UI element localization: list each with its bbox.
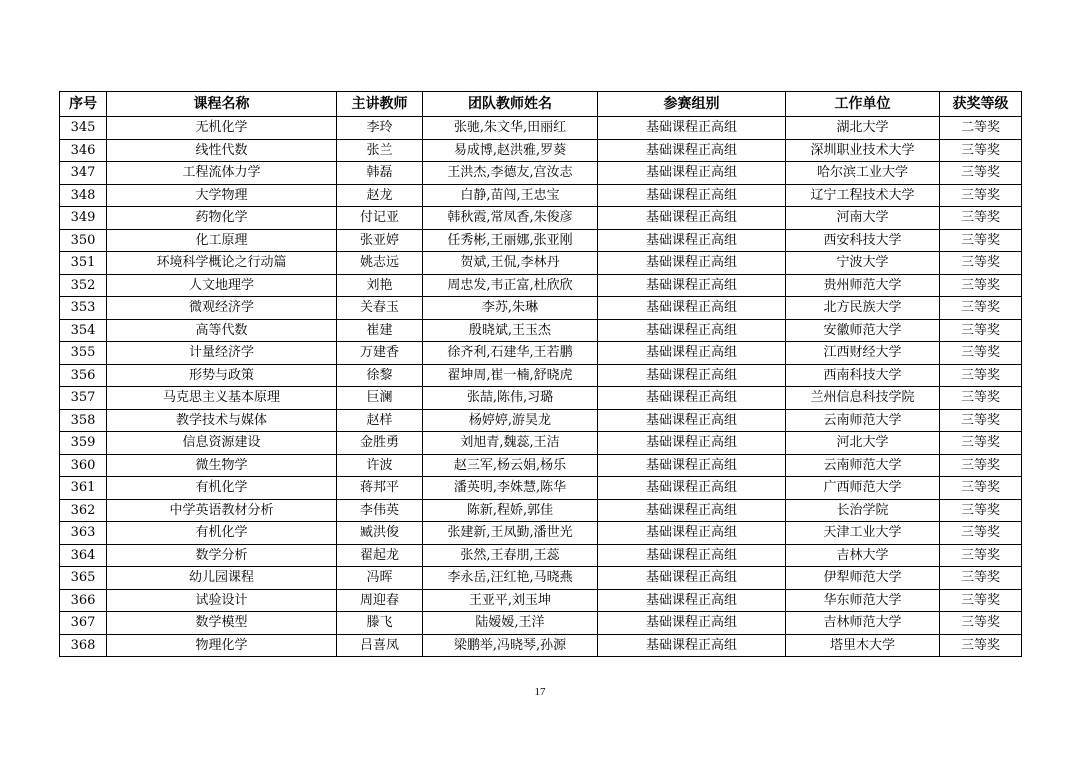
cell-col-award-level: 三等奖 xyxy=(940,139,1022,162)
cell-col-category: 基础课程正高组 xyxy=(598,319,786,342)
table-row xyxy=(60,409,1022,432)
cell-col-category: 基础课程正高组 xyxy=(598,274,786,297)
cell-col-institution: 长治学院 xyxy=(786,499,940,522)
cell-col-index: 351 xyxy=(60,252,107,275)
cell-col-course-name: 有机化学 xyxy=(107,477,337,500)
cell-col-category: 基础课程正高组 xyxy=(598,139,786,162)
cell-col-course-name: 环境科学概论之行动篇 xyxy=(107,252,337,275)
cell-col-team-teachers: 任秀彬,王丽娜,张亚刚 xyxy=(423,229,598,252)
cell-col-team-teachers: 翟坤周,崔一楠,舒晓虎 xyxy=(423,364,598,387)
cell-col-course-name: 形势与政策 xyxy=(107,364,337,387)
award-table xyxy=(59,91,1022,657)
table-row xyxy=(60,522,1022,545)
table-row xyxy=(60,342,1022,365)
header-col-course-name: 课程名称 xyxy=(107,92,337,117)
table-row xyxy=(60,207,1022,230)
cell-col-award-level: 三等奖 xyxy=(940,634,1022,657)
cell-col-institution: 云南师范大学 xyxy=(786,409,940,432)
cell-col-team-teachers: 潘英明,李姝慧,陈华 xyxy=(423,477,598,500)
cell-col-institution: 辽宁工程技术大学 xyxy=(786,184,940,207)
cell-col-index: 350 xyxy=(60,229,107,252)
cell-col-lead-teacher: 赵样 xyxy=(337,409,423,432)
cell-col-index: 354 xyxy=(60,319,107,342)
cell-col-index: 360 xyxy=(60,454,107,477)
table-row xyxy=(60,252,1022,275)
cell-col-course-name: 信息资源建设 xyxy=(107,432,337,455)
cell-col-institution: 深圳职业技术大学 xyxy=(786,139,940,162)
cell-col-team-teachers: 梁鹏举,冯晓琴,孙源 xyxy=(423,634,598,657)
table-row xyxy=(60,589,1022,612)
header-col-team-teachers: 团队教师姓名 xyxy=(423,92,598,117)
cell-col-lead-teacher: 冯晖 xyxy=(337,567,423,590)
cell-col-institution: 兰州信息科技学院 xyxy=(786,387,940,410)
table-row xyxy=(60,139,1022,162)
table-row xyxy=(60,387,1022,410)
cell-col-index: 368 xyxy=(60,634,107,657)
cell-col-award-level: 三等奖 xyxy=(940,319,1022,342)
cell-col-lead-teacher: 臧洪俊 xyxy=(337,522,423,545)
page-number: 17 xyxy=(534,686,546,698)
cell-col-team-teachers: 刘旭青,魏蕊,王洁 xyxy=(423,432,598,455)
table-row xyxy=(60,162,1022,185)
cell-col-institution: 塔里木大学 xyxy=(786,634,940,657)
cell-col-award-level: 三等奖 xyxy=(940,162,1022,185)
cell-col-lead-teacher: 韩磊 xyxy=(337,162,423,185)
cell-col-award-level: 三等奖 xyxy=(940,274,1022,297)
cell-col-team-teachers: 陆嫒嫒,王洋 xyxy=(423,612,598,635)
cell-col-team-teachers: 陈新,程娇,郭佳 xyxy=(423,499,598,522)
cell-col-award-level: 三等奖 xyxy=(940,522,1022,545)
cell-col-team-teachers: 杨婷婷,游昊龙 xyxy=(423,409,598,432)
cell-col-institution: 吉林大学 xyxy=(786,544,940,567)
cell-col-team-teachers: 赵三军,杨云娟,杨乐 xyxy=(423,454,598,477)
cell-col-award-level: 三等奖 xyxy=(940,184,1022,207)
cell-col-index: 363 xyxy=(60,522,107,545)
cell-col-lead-teacher: 周迎春 xyxy=(337,589,423,612)
cell-col-award-level: 三等奖 xyxy=(940,342,1022,365)
table-row xyxy=(60,634,1022,657)
header-col-category: 参赛组别 xyxy=(598,92,786,117)
cell-col-course-name: 数学模型 xyxy=(107,612,337,635)
cell-col-category: 基础课程正高组 xyxy=(598,522,786,545)
cell-col-index: 352 xyxy=(60,274,107,297)
cell-col-institution: 云南师范大学 xyxy=(786,454,940,477)
cell-col-lead-teacher: 付记亚 xyxy=(337,207,423,230)
cell-col-institution: 宁波大学 xyxy=(786,252,940,275)
cell-col-lead-teacher: 张兰 xyxy=(337,139,423,162)
cell-col-institution: 西南科技大学 xyxy=(786,364,940,387)
cell-col-category: 基础课程正高组 xyxy=(598,567,786,590)
cell-col-institution: 哈尔滨工业大学 xyxy=(786,162,940,185)
cell-col-award-level: 三等奖 xyxy=(940,297,1022,320)
cell-col-course-name: 幼儿园课程 xyxy=(107,567,337,590)
cell-col-category: 基础课程正高组 xyxy=(598,229,786,252)
cell-col-lead-teacher: 许波 xyxy=(337,454,423,477)
cell-col-course-name: 试验设计 xyxy=(107,589,337,612)
cell-col-category: 基础课程正高组 xyxy=(598,117,786,140)
cell-col-team-teachers: 易成博,赵洪雅,罗葵 xyxy=(423,139,598,162)
cell-col-team-teachers: 殷晓斌,王玉杰 xyxy=(423,319,598,342)
cell-col-award-level: 三等奖 xyxy=(940,567,1022,590)
header-col-lead-teacher: 主讲教师 xyxy=(337,92,423,117)
cell-col-category: 基础课程正高组 xyxy=(598,634,786,657)
cell-col-team-teachers: 王亚平,刘玉坤 xyxy=(423,589,598,612)
cell-col-lead-teacher: 赵龙 xyxy=(337,184,423,207)
cell-col-lead-teacher: 张亚婷 xyxy=(337,229,423,252)
cell-col-index: 357 xyxy=(60,387,107,410)
cell-col-index: 367 xyxy=(60,612,107,635)
cell-col-category: 基础课程正高组 xyxy=(598,409,786,432)
cell-col-course-name: 有机化学 xyxy=(107,522,337,545)
header-col-award-level: 获奖等级 xyxy=(940,92,1022,117)
cell-col-category: 基础课程正高组 xyxy=(598,184,786,207)
cell-col-course-name: 大学物理 xyxy=(107,184,337,207)
table-row xyxy=(60,297,1022,320)
cell-col-award-level: 三等奖 xyxy=(940,252,1022,275)
cell-col-award-level: 三等奖 xyxy=(940,454,1022,477)
cell-col-course-name: 物理化学 xyxy=(107,634,337,657)
cell-col-category: 基础课程正高组 xyxy=(598,432,786,455)
cell-col-category: 基础课程正高组 xyxy=(598,207,786,230)
cell-col-award-level: 三等奖 xyxy=(940,207,1022,230)
cell-col-index: 346 xyxy=(60,139,107,162)
cell-col-team-teachers: 徐齐利,石建华,王若鹏 xyxy=(423,342,598,365)
cell-col-award-level: 三等奖 xyxy=(940,364,1022,387)
cell-col-index: 358 xyxy=(60,409,107,432)
cell-col-award-level: 二等奖 xyxy=(940,117,1022,140)
cell-col-lead-teacher: 徐黎 xyxy=(337,364,423,387)
header-col-index: 序号 xyxy=(60,92,107,117)
cell-col-index: 356 xyxy=(60,364,107,387)
cell-col-lead-teacher: 巨澜 xyxy=(337,387,423,410)
cell-col-course-name: 无机化学 xyxy=(107,117,337,140)
cell-col-index: 347 xyxy=(60,162,107,185)
cell-col-category: 基础课程正高组 xyxy=(598,342,786,365)
cell-col-lead-teacher: 翟起龙 xyxy=(337,544,423,567)
cell-col-institution: 湖北大学 xyxy=(786,117,940,140)
cell-col-institution: 广西师范大学 xyxy=(786,477,940,500)
cell-col-lead-teacher: 刘艳 xyxy=(337,274,423,297)
cell-col-lead-teacher: 金胜勇 xyxy=(337,432,423,455)
cell-col-category: 基础课程正高组 xyxy=(598,499,786,522)
cell-col-team-teachers: 李永岳,汪红艳,马晓燕 xyxy=(423,567,598,590)
cell-col-category: 基础课程正高组 xyxy=(598,387,786,410)
cell-col-institution: 安徽师范大学 xyxy=(786,319,940,342)
cell-col-category: 基础课程正高组 xyxy=(598,364,786,387)
cell-col-award-level: 三等奖 xyxy=(940,589,1022,612)
table-row xyxy=(60,612,1022,635)
cell-col-category: 基础课程正高组 xyxy=(598,477,786,500)
table-row xyxy=(60,364,1022,387)
cell-col-index: 359 xyxy=(60,432,107,455)
cell-col-course-name: 线性代数 xyxy=(107,139,337,162)
cell-col-lead-teacher: 李玲 xyxy=(337,117,423,140)
cell-col-lead-teacher: 崔建 xyxy=(337,319,423,342)
cell-col-institution: 贵州师范大学 xyxy=(786,274,940,297)
cell-col-award-level: 三等奖 xyxy=(940,387,1022,410)
cell-col-institution: 伊犁师范大学 xyxy=(786,567,940,590)
table-row xyxy=(60,477,1022,500)
cell-col-team-teachers: 周忠发,韦正富,杜欣欣 xyxy=(423,274,598,297)
cell-col-lead-teacher: 蒋邦平 xyxy=(337,477,423,500)
table-row xyxy=(60,229,1022,252)
table-row xyxy=(60,184,1022,207)
cell-col-course-name: 中学英语教材分析 xyxy=(107,499,337,522)
cell-col-institution: 西安科技大学 xyxy=(786,229,940,252)
cell-col-award-level: 三等奖 xyxy=(940,229,1022,252)
header-col-institution: 工作单位 xyxy=(786,92,940,117)
cell-col-course-name: 工程流体力学 xyxy=(107,162,337,185)
table-row xyxy=(60,117,1022,140)
cell-col-course-name: 药物化学 xyxy=(107,207,337,230)
cell-col-index: 366 xyxy=(60,589,107,612)
cell-col-category: 基础课程正高组 xyxy=(598,297,786,320)
cell-col-index: 349 xyxy=(60,207,107,230)
cell-col-lead-teacher: 李伟英 xyxy=(337,499,423,522)
table-row xyxy=(60,454,1022,477)
table-row xyxy=(60,567,1022,590)
table-row xyxy=(60,274,1022,297)
cell-col-course-name: 计量经济学 xyxy=(107,342,337,365)
table-row xyxy=(60,499,1022,522)
cell-col-institution: 河南大学 xyxy=(786,207,940,230)
cell-col-institution: 河北大学 xyxy=(786,432,940,455)
cell-col-index: 353 xyxy=(60,297,107,320)
cell-col-institution: 天津工业大学 xyxy=(786,522,940,545)
cell-col-course-name: 教学技术与媒体 xyxy=(107,409,337,432)
cell-col-category: 基础课程正高组 xyxy=(598,252,786,275)
table-row xyxy=(60,432,1022,455)
cell-col-category: 基础课程正高组 xyxy=(598,612,786,635)
cell-col-award-level: 三等奖 xyxy=(940,499,1022,522)
cell-col-index: 364 xyxy=(60,544,107,567)
cell-col-institution: 江西财经大学 xyxy=(786,342,940,365)
cell-col-category: 基础课程正高组 xyxy=(598,162,786,185)
cell-col-award-level: 三等奖 xyxy=(940,409,1022,432)
cell-col-team-teachers: 韩秋霞,常凤香,朱俊彦 xyxy=(423,207,598,230)
cell-col-category: 基础课程正高组 xyxy=(598,454,786,477)
cell-col-category: 基础课程正高组 xyxy=(598,589,786,612)
cell-col-award-level: 三等奖 xyxy=(940,432,1022,455)
cell-col-lead-teacher: 姚志远 xyxy=(337,252,423,275)
cell-col-team-teachers: 贺斌,王侃,李林丹 xyxy=(423,252,598,275)
cell-col-course-name: 微观经济学 xyxy=(107,297,337,320)
cell-col-lead-teacher: 吕喜凤 xyxy=(337,634,423,657)
cell-col-team-teachers: 张建新,王凤勤,潘世光 xyxy=(423,522,598,545)
table-row xyxy=(60,319,1022,342)
table-body xyxy=(60,117,1022,657)
cell-col-lead-teacher: 滕飞 xyxy=(337,612,423,635)
cell-col-course-name: 马克思主义基本原理 xyxy=(107,387,337,410)
cell-col-team-teachers: 王洪杰,李德友,宫汝志 xyxy=(423,162,598,185)
cell-col-award-level: 三等奖 xyxy=(940,544,1022,567)
cell-col-award-level: 三等奖 xyxy=(940,612,1022,635)
cell-col-institution: 北方民族大学 xyxy=(786,297,940,320)
cell-col-team-teachers: 张驰,朱文华,田丽红 xyxy=(423,117,598,140)
cell-col-course-name: 化工原理 xyxy=(107,229,337,252)
cell-col-award-level: 三等奖 xyxy=(940,477,1022,500)
cell-col-team-teachers: 李苏,朱琳 xyxy=(423,297,598,320)
cell-col-institution: 华东师范大学 xyxy=(786,589,940,612)
table-header-row xyxy=(60,92,1022,117)
cell-col-lead-teacher: 关春玉 xyxy=(337,297,423,320)
cell-col-index: 355 xyxy=(60,342,107,365)
cell-col-index: 345 xyxy=(60,117,107,140)
cell-col-institution: 吉林师范大学 xyxy=(786,612,940,635)
cell-col-index: 361 xyxy=(60,477,107,500)
cell-col-team-teachers: 张然,王春朋,王蕊 xyxy=(423,544,598,567)
cell-col-category: 基础课程正高组 xyxy=(598,544,786,567)
cell-col-index: 365 xyxy=(60,567,107,590)
cell-col-course-name: 高等代数 xyxy=(107,319,337,342)
cell-col-course-name: 微生物学 xyxy=(107,454,337,477)
cell-col-course-name: 人文地理学 xyxy=(107,274,337,297)
cell-col-team-teachers: 白静,苗闯,王忠宝 xyxy=(423,184,598,207)
cell-col-lead-teacher: 万建香 xyxy=(337,342,423,365)
table-row xyxy=(60,544,1022,567)
cell-col-course-name: 数学分析 xyxy=(107,544,337,567)
cell-col-team-teachers: 张喆,陈伟,习璐 xyxy=(423,387,598,410)
cell-col-index: 348 xyxy=(60,184,107,207)
cell-col-index: 362 xyxy=(60,499,107,522)
